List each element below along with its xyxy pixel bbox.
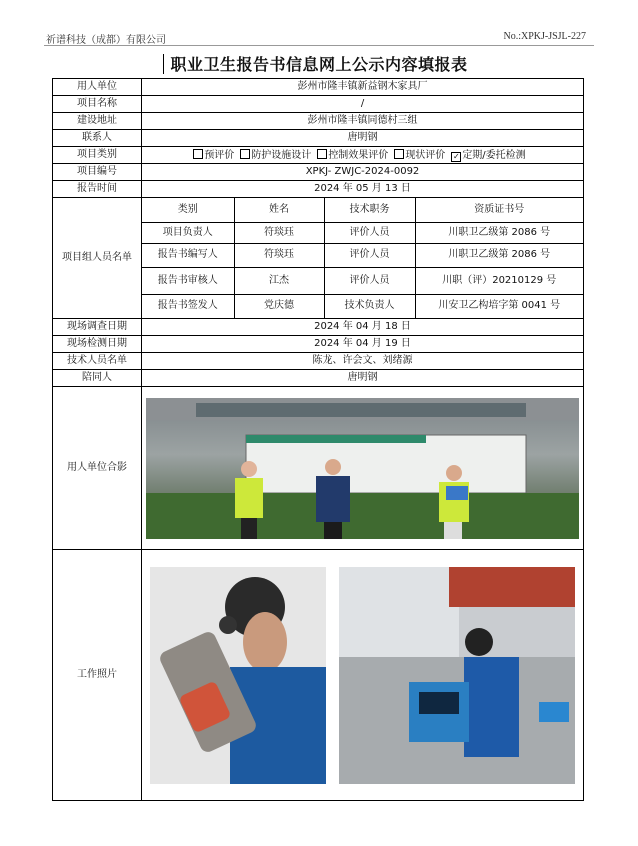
contact-value[interactable]: 唐明钢 [142, 130, 584, 147]
category-option[interactable] [240, 150, 311, 161]
employer-label: 用人单位 [53, 79, 142, 96]
page-title: 职业卫生报告书信息网上公示内容填报表 [170, 55, 468, 74]
row-project-no [53, 164, 584, 181]
member-title[interactable]: 评价人员 [324, 222, 415, 243]
checkbox-icon[interactable] [317, 149, 327, 159]
members-header-category: 类别 [142, 198, 234, 222]
member-name[interactable]: 符琰珏 [234, 222, 324, 243]
row-employer [53, 79, 584, 96]
row-work-photos [53, 550, 584, 801]
row-group-photo [53, 387, 584, 550]
table-row [142, 243, 583, 267]
member-title[interactable]: 技术负责人 [324, 294, 415, 318]
checkbox-icon[interactable] [240, 149, 250, 159]
table-row [142, 294, 583, 318]
project-name-label: 项目名称 [53, 96, 142, 113]
employer-value[interactable]: 彭州市隆丰镇新益钢木家具厂 [142, 79, 584, 96]
company-name: 祈谱科技（成都）有限公司 [46, 35, 166, 46]
category-option-label: 防护设施设计 [251, 149, 312, 161]
member-cert[interactable]: 川职卫乙级第 2086 号 [415, 243, 583, 267]
members-header-cert: 资质证书号 [415, 198, 583, 222]
category-option[interactable] [317, 150, 388, 161]
member-role[interactable]: 报告书审核人 [142, 267, 234, 294]
member-role[interactable]: 报告书签发人 [142, 294, 234, 318]
group-photo-illustration [146, 398, 579, 539]
member-name[interactable]: 符琰珏 [234, 243, 324, 267]
member-name[interactable]: 党庆德 [234, 294, 324, 318]
survey-date-label: 现场调查日期 [53, 319, 142, 336]
tech-staff-value[interactable]: 陈龙、许会文、刘绪源 [142, 353, 584, 370]
address-label: 建设地址 [53, 113, 142, 130]
work-photo-sampler [339, 567, 575, 784]
category-option-label: 预评价 [204, 149, 235, 161]
test-date-label: 现场检测日期 [53, 336, 142, 353]
members-header-name: 姓名 [234, 198, 324, 222]
project-no-value[interactable]: XPKJ- ZWJC-2024-0092 [142, 164, 584, 181]
table-row [142, 267, 583, 294]
work-photo-sound-meter [150, 567, 326, 784]
address-value[interactable]: 彭州市隆丰镇同德村三组 [142, 113, 584, 130]
category-option[interactable] [451, 150, 525, 161]
work-photo-2-illustration [339, 567, 575, 784]
member-cert[interactable]: 川职（评）20210129 号 [415, 267, 583, 294]
member-cert[interactable]: 川职卫乙级第 2086 号 [415, 222, 583, 243]
group-photo-label: 用人单位合影 [53, 387, 142, 550]
project-name-value[interactable]: / [142, 96, 584, 113]
report-date-label: 报告时间 [53, 181, 142, 198]
checked-checkbox-icon[interactable]: ✓ [452, 151, 460, 161]
contact-label: 联系人 [53, 130, 142, 147]
checkbox-icon[interactable] [193, 149, 203, 159]
members-table [142, 198, 583, 318]
member-title[interactable]: 评价人员 [324, 243, 415, 267]
row-project-name [53, 96, 584, 113]
member-name[interactable]: 江杰 [234, 267, 324, 294]
checkbox-icon[interactable] [394, 149, 404, 159]
row-survey-date [53, 319, 584, 336]
test-date-value[interactable]: 2024 年 04 月 19 日 [142, 336, 584, 353]
member-cert[interactable]: 川安卫乙构培字第 0041 号 [415, 294, 583, 318]
report-date-value[interactable]: 2024 年 05 月 13 日 [142, 181, 584, 198]
category-option-label: 控制效果评价 [328, 149, 389, 161]
category-label: 项目类别 [53, 147, 142, 164]
row-category [53, 147, 584, 164]
row-report-date [53, 181, 584, 198]
category-option-label: 定期/委托检测 [462, 149, 526, 161]
row-address [53, 113, 584, 130]
row-tech-staff [53, 353, 584, 370]
tech-staff-label: 技术人员名单 [53, 353, 142, 370]
member-role[interactable]: 报告书编写人 [142, 243, 234, 267]
table-row [142, 222, 583, 243]
escort-value[interactable]: 唐明钢 [142, 370, 584, 387]
work-photo-1-illustration [150, 567, 326, 784]
category-options [142, 147, 584, 164]
survey-date-value[interactable]: 2024 年 04 月 18 日 [142, 319, 584, 336]
member-role[interactable]: 项目负责人 [142, 222, 234, 243]
member-title[interactable]: 评价人员 [324, 267, 415, 294]
category-option[interactable] [394, 150, 445, 161]
header-divider [44, 45, 594, 46]
members-header-row [142, 198, 583, 222]
document-number: No.:XPKJ-JSJL-227 [503, 31, 586, 42]
disclosure-form-table [52, 78, 584, 801]
work-photos-label: 工作照片 [53, 550, 142, 801]
row-escort [53, 370, 584, 387]
members-label: 项目组人员名单 [53, 198, 142, 319]
row-members [53, 198, 584, 319]
category-option-label: 现状评价 [405, 149, 446, 161]
project-no-label: 项目编号 [53, 164, 142, 181]
work-photos-container [142, 567, 583, 784]
row-contact [53, 130, 584, 147]
group-photo [146, 398, 579, 539]
members-header-title: 技术职务 [324, 198, 415, 222]
category-option[interactable] [193, 150, 234, 161]
escort-label: 陪同人 [53, 370, 142, 387]
row-test-date [53, 336, 584, 353]
